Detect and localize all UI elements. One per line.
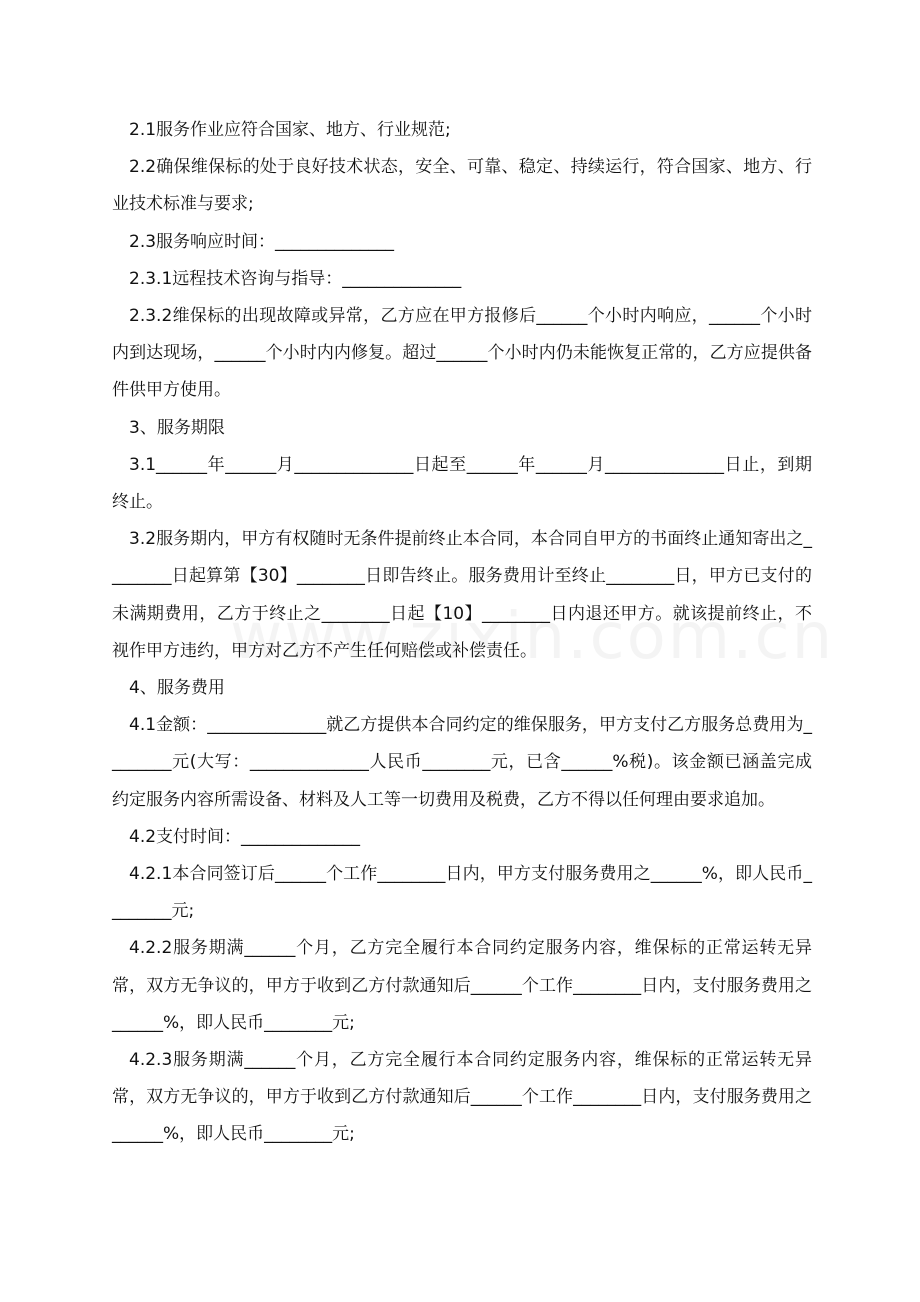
clause-4-1: 4.1金额：______________就乙方提供本合同约定的维保服务，甲方支付乙方服务总费用为________元(大写：______________人民币________元，已含______%税)。该金额已涵盖完成约定服务内容所需设备、材料及人工等一切费用及税费，乙方不得以任何理由要求追加。 [112, 715, 812, 810]
clause-4-2-2: 4.2.2服务期满______个月，乙方完全履行本合同约定服务内容，维保标的正常运转无异常，双方无争议的，甲方于收到乙方付款通知后______个工作________日内，支付服务费用之______%，即人民币________元; [112, 938, 812, 1033]
clause-3-1: 3.1______年______月______________日起至______年______月______________日止，到期终止。 [112, 454, 812, 513]
section-heading-3: 3、服务期限 [129, 417, 225, 438]
clause-4-2-1: 4.2.1本合同签订后______个工作________日内，甲方支付服务费用之______%，即人民币________元; [112, 864, 812, 922]
clause-2-1: 2.1服务作业应符合国家、地方、行业规范; [129, 120, 451, 140]
document-body [112, 112, 812, 1154]
clause-2-3: 2.3服务响应时间：______________ [129, 231, 395, 252]
clause-4-2-3: 4.2.3服务期满______个月，乙方完全履行本合同约定服务内容，维保标的正常运转无异常，双方无争议的，甲方于收到乙方付款通知后______个工作________日内，支付服务费用之______%，即人民币________元; [112, 1050, 812, 1145]
clause-3-2: 3.2服务期内，甲方有权随时无条件提前终止本合同，本合同自甲方的书面终止通知寄出之________日起算第【30】________日即告终止。服务费用计至终止________日，甲方已支付的未满期费用，乙方于终止之________日起【10】________日内退还甲方。就该提前终止，不视作甲方违约，甲方对乙方不产生任何赔偿或补偿责任。 [112, 529, 812, 661]
clause-4-2: 4.2支付时间：______________ [129, 826, 361, 847]
clause-2-2: 2.2确保维保标的处于良好技术状态，安全、可靠、稳定、持续运行，符合国家、地方、行业技术标准与要求; [112, 157, 812, 215]
clause-2-3-2: 2.3.2维保标的出现故障或异常，乙方应在甲方报修后______个小时内响应，______个小时内到达现场，______个小时内内修复。超过______个小时内仍未能恢复正常的，乙方应提供备件供甲方使用。 [112, 306, 812, 401]
section-heading-4: 4、服务费用 [129, 678, 225, 699]
clause-2-3-1: 2.3.1远程技术咨询与指导：______________ [129, 268, 462, 289]
